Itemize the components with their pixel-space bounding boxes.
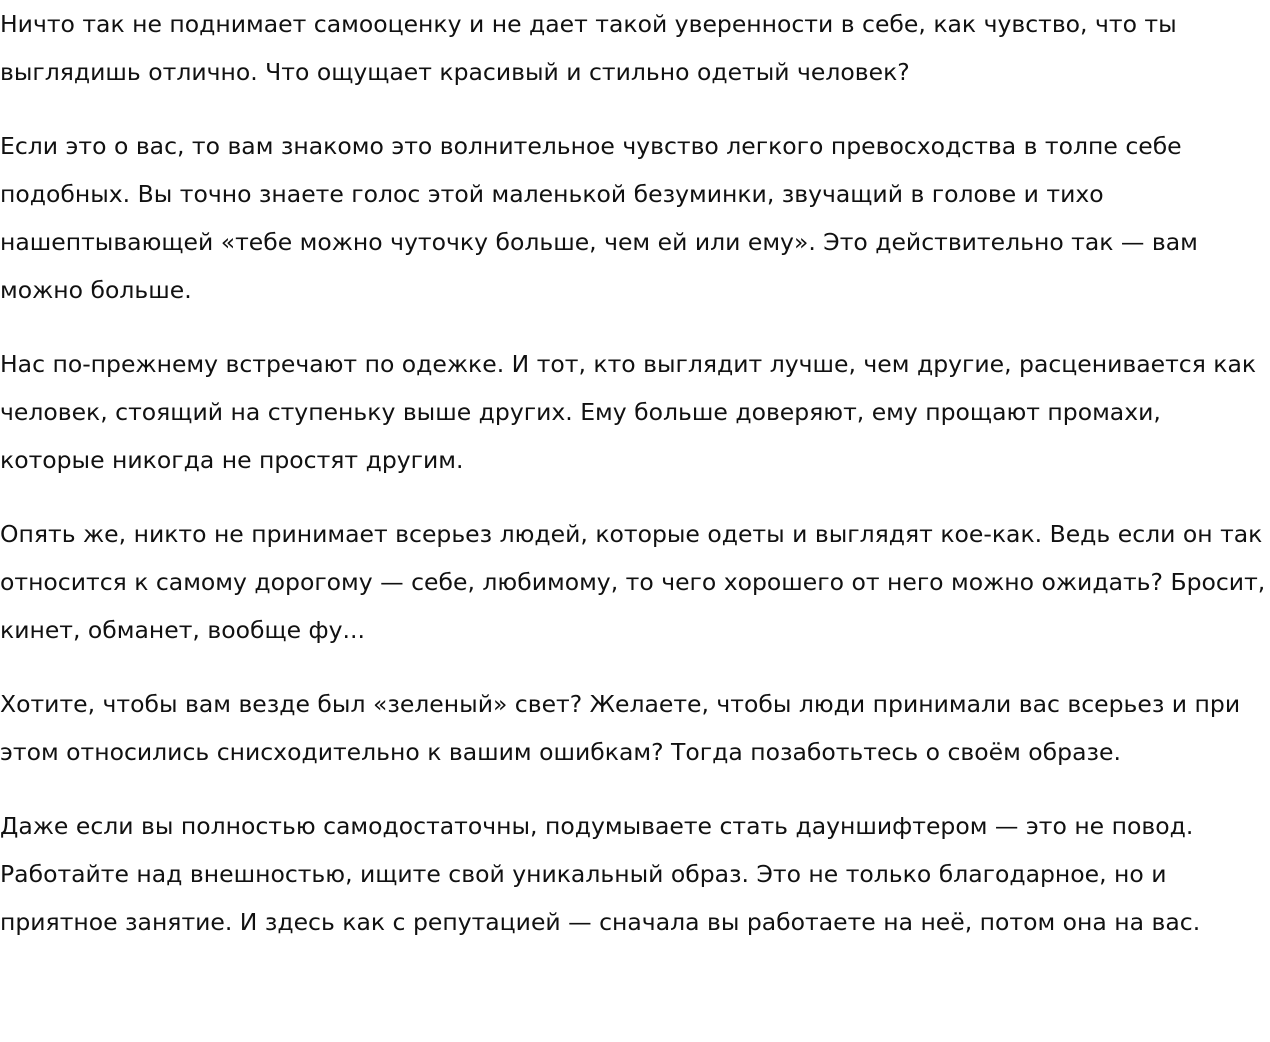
paragraph-6: Даже если вы полностью самодостаточны, подумываете стать дауншифтером — это не повод. Работайте над внешностью, ищите свой уникальный образ. Это не только благодарное, но и приятное занятие. И здесь как с репутацией — сначала вы работаете на неё, потом она на вас. bbox=[0, 812, 1201, 936]
paragraph-5: Хотите, чтобы вам везде был «зеленый» свет? Желаете, чтобы люди принимали вас всерьез и при этом относились снисходительно к вашим ошибкам? Тогда позаботьтесь о своём образе. bbox=[0, 690, 1241, 766]
paragraph-3: Нас по-прежнему встречают по одежке. И тот, кто выглядит лучше, чем другие, расценивается как человек, стоящий на ступеньку выше других. Ему больше доверяют, ему прощают промахи, которые никогда не простят другим. bbox=[0, 350, 1257, 474]
paragraph-2: Если это о вас, то вам знакомо это волнительное чувство легкого превосходства в толпе себе подобных. Вы точно знаете голос этой маленькой безуминки, звучащий в голове и тихо нашептывающей «тебе можно чуточку больше, чем ей или ему». Это действительно так — вам можно больше. bbox=[0, 132, 1198, 304]
paragraph-4: Опять же, никто не принимает всерьез людей, которые одеты и выглядят кое-как. Ведь если он так относится к самому дорогому — себе, любимому, то чего хорошего от него можно ожидать? Бросит, кинет, обманет, вообще фу... bbox=[0, 520, 1266, 644]
paragraph-1: Ничто так не поднимает самооценку и не дает такой уверенности в себе, как чувство, что ты выглядишь отлично. Что ощущает красивый и стильно одетый человек? bbox=[0, 10, 1177, 86]
